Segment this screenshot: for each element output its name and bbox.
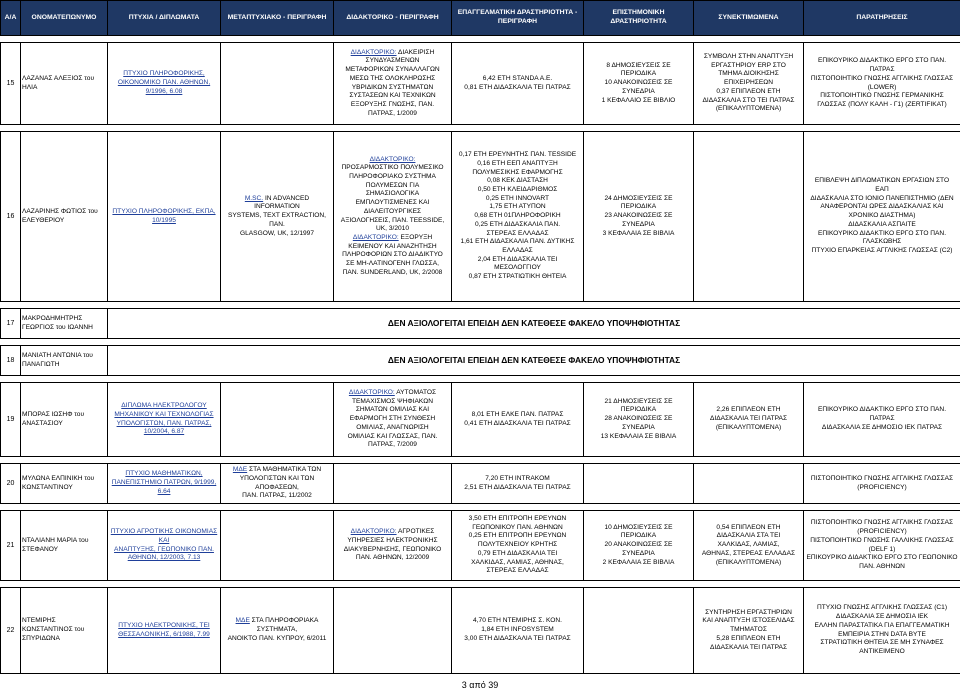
table-row bbox=[1, 309, 960, 339]
keyword-label: M.SC. bbox=[244, 194, 264, 202]
remarks-line: ΕΠΙΚΟΥΡΙΚΟ ΔΙΔΑΚΤΙΚΟ ΕΡΓΟ ΣΤΟ ΠΑΝ. ΠΑΤΡΑΣ bbox=[817, 406, 947, 423]
assessed-line: ΤΜΗΜΑΤΟΣ bbox=[730, 626, 767, 634]
cell-remarks bbox=[804, 132, 960, 302]
header-cell: ΕΠΙΣΤΗΜΟΝΙΚΗ ΔΡΑΣΤΗΡΙΟΤΗΤΑ bbox=[584, 1, 694, 36]
page-number: 3 από 39 bbox=[461, 680, 499, 690]
cell-phd bbox=[334, 464, 452, 504]
cell-remarks bbox=[804, 588, 960, 674]
assessed-line: ΣΥΜΒΟΛΗ ΣΤΗΝ ΑΝΑΠΤΥΞΗ bbox=[703, 53, 794, 61]
cell-scientific bbox=[584, 43, 694, 125]
remarks-line: ΕΠΙΚΟΥΡΙΚΟ ΔΙΔΑΚΤΙΚΟ ΕΡΓΟ ΣΤΟ ΠΑΝ. bbox=[817, 229, 947, 237]
remarks-line: (LOWER) bbox=[867, 83, 897, 91]
assessed-line: (ΕΠΙΚΑΛΥΠΤΟΜΕΝΑ) bbox=[715, 558, 782, 566]
cell-professional bbox=[452, 588, 584, 674]
cell-name: ΜΠΟΡΑΣ ΙΩΣΗΦ του ΑΝΑΣΤΑΣΙΟΥ bbox=[21, 383, 108, 457]
phd-line: ΔΙΑΛΕΙΤΟΥΡΓΙΚΕΣ bbox=[363, 207, 422, 215]
phd-line: ΣΥΣΤΑΣΕΩΝ ΚΑΙ ΤΕΧΝΙΚΩΝ bbox=[349, 92, 436, 100]
remarks-line: (PROFICIENCY) bbox=[857, 528, 907, 536]
scientific-line: 1 ΚΕΦΑΛΑΙΟ ΣΕ ΒΙΒΛΙΟ bbox=[601, 96, 676, 104]
cell-phd bbox=[334, 588, 452, 674]
phd-line: ΔΙΔΑΚΤΟΡΙΚΟ: ΑΓΡΟΤΙΚΕΣ bbox=[350, 528, 435, 536]
phd-line: ΟΜΙΛΙΑΣ ΚΑΙ ΓΛΩΣΣΑΣ, ΠΑΝ. bbox=[347, 432, 438, 440]
remarks-line: ΕΑΠ bbox=[875, 186, 889, 194]
cell-name: ΜΥΛΩΝΑ ΕΛΠΙΝΙΚΗ του ΚΩΝΣΤΑΝΤΙΝΟΥ bbox=[21, 464, 108, 504]
phd-line: ΠΑΤΡΑΣ, 7/2009 bbox=[368, 441, 417, 449]
professional-line: 0,41 ΕΤΗ ΔΙΔΑΣΚΑΛΙΑ ΤΕΙ ΠΑΤΡΑΣ bbox=[464, 419, 571, 427]
cell-number: 19 bbox=[1, 383, 21, 457]
phd-line: ΔΙΔΑΚΤΟΡΙΚΟ: ΑΥΤΟΜΑΤΟΣ bbox=[348, 389, 437, 397]
professional-line: 0,25 ΕΤΗ INNOVART bbox=[485, 194, 550, 202]
masters-line: ΜΔΕ ΣΤΑ ΜΑΘΗΜΑΤΙΚΑ ΤΩΝ bbox=[232, 466, 322, 474]
phd-line: UK, 3/2010 bbox=[376, 225, 409, 233]
assessed-line: ΔΙΔΑΣΚΑΛΙΑ ΣΤΟ ΤΕΙ ΠΑΤΡΑΣ bbox=[702, 96, 795, 104]
degrees-line: ΠΤΥΧΙΟ ΗΛΕΚΤΡΟΝΙΚΗΣ, ΤΕΙ bbox=[118, 621, 210, 629]
phd-line: ΤΕΜΑΧΙΣΜΟΣ ΨΗΦΙΑΚΩΝ bbox=[351, 397, 433, 405]
keyword-label: ΔΙΔΑΚΤΟΡΙΚΟ: bbox=[350, 48, 397, 56]
degrees-line: 10/1995 bbox=[152, 216, 176, 224]
cell-professional bbox=[452, 43, 584, 125]
scientific-line: 23 ΑΝΑΚΟΙΝΩΣΕΙΣ ΣΕ bbox=[604, 212, 673, 220]
phd-line: ΔΙΔΑΚΤΟΡΙΚΟ: ΔΙΑΚΕΙΡΙΣΗ bbox=[350, 48, 435, 56]
remarks-line: ΠΤΥΧΙΟ ΓΝΩΣΗΣ ΑΓΓΛΙΚΗΣ ΓΛΩΣΣΑΣ (C1) bbox=[816, 604, 948, 612]
header-cell: ΜΕΤΑΠΤΥΧΙΑΚΟ - ΠΕΡΙΓΡΑΦΗ bbox=[221, 1, 334, 36]
phd-line: ΟΜΙΛΙΑΣ, ΑΝΑΓΝΩΡΙΣΗ bbox=[356, 423, 429, 431]
cell-remarks bbox=[804, 511, 960, 581]
remarks-line: ΑΝΑΦΕΡΟΝΤΑΙ ΩΡΕΣ ΔΙΔΑΣΚΑΛΙΑΣ ΚΑΙ bbox=[820, 203, 944, 211]
remarks-line: ΠΙΣΤΟΠΟΙΗΤΙΚΟ ΓΝΩΣΗΣ ΑΓΓΛΙΚΗΣ ΓΛΩΣΣΑΣ bbox=[810, 519, 954, 527]
degrees-line: 10/2004, 6.87 bbox=[143, 428, 185, 436]
masters-line: ΠΑΝ. ΠΑΤΡΑΣ, 11/2002 bbox=[242, 492, 312, 500]
professional-line: ΠΟΛΥΜΕΣΙΚΗΣ ΕΦΑΡΜΟΓΗΣ bbox=[472, 168, 563, 176]
masters-line: GLASGOW, UK, 12/1997 bbox=[239, 229, 315, 237]
professional-line: ΣΤΕΡΕΑΣ ΕΛΛΑΔΑΣ bbox=[486, 229, 549, 237]
cell-name: ΛΑΖΑΝΑΣ ΑΛΕΞΙΟΣ του ΗΛΙΑ bbox=[21, 43, 108, 125]
cell-assessed bbox=[694, 132, 804, 302]
cell-phd bbox=[334, 132, 452, 302]
scientific-line: 21 ΔΗΜΟΣΙΕΥΣΕΙΣ ΣΕ bbox=[604, 397, 673, 405]
professional-line: 0,87 ΕΤΗ ΣΤΡΑΤΙΩΤΙΚΗ ΘΗΤΕΙΑ bbox=[468, 273, 567, 281]
scientific-line: 13 ΚΕΦΑΛΑΙΑ ΣΕ ΒΙΒΛΙΑ bbox=[600, 432, 677, 440]
scientific-line: 20 ΑΝΑΚΟΙΝΩΣΕΙΣ ΣΕ bbox=[604, 541, 673, 549]
table-row bbox=[1, 511, 960, 581]
professional-line: 1,84 ΕΤΗ INFOSYSTEM bbox=[481, 626, 554, 634]
cell-scientific bbox=[584, 464, 694, 504]
scientific-line: ΠΕΡΙΟΔΙΚΑ bbox=[620, 203, 657, 211]
cell-name: ΜΑΝΙΑΤΗ ΑΝΤΩΝΙΑ του ΠΑΝΑΓΙΩΤΗ bbox=[21, 346, 108, 376]
cell-masters bbox=[221, 588, 334, 674]
table-row bbox=[1, 346, 960, 376]
cell-phd bbox=[334, 383, 452, 457]
header-cell: ΕΠΑΓΓΕΛΜΑΤΙΚΗ ΔΡΑΣΤΗΡΙΟΤΗΤΑ - ΠΕΡΙΓΡΑΦΗ bbox=[452, 1, 584, 36]
remarks-line: ΕΜΠΕΙΡΙΑ ΣΤΗΝ DATA BYTE bbox=[838, 630, 926, 638]
cell-professional bbox=[452, 464, 584, 504]
degrees-line: 6.64 bbox=[157, 487, 171, 495]
degrees-line: ΔΙΠΛΩΜΑ ΗΛΕΚΤΡΟΛΟΓΟΥ bbox=[121, 402, 207, 410]
remarks-line: ΑΝΤΙΚΕΙΜΕΝΟ bbox=[859, 647, 905, 655]
phd-line: ΜΕΤΑΦΟΡΙΚΩΝ ΣΥΝΑΛΛΑΓΩΝ bbox=[345, 66, 440, 74]
cell-degrees bbox=[108, 383, 221, 457]
cell-scientific bbox=[584, 383, 694, 457]
professional-line: 6,42 ΕΤΗ STANDA A.E. bbox=[482, 74, 553, 82]
row-spacer bbox=[1, 302, 960, 309]
remarks-line: ΧΡΟΝΙΚΟ ΔΙΑΣΤΗΜΑ) bbox=[848, 212, 916, 220]
keyword-label: ΔΙΔΑΚΤΟΡΙΚΟ: bbox=[352, 233, 399, 241]
cell-degrees bbox=[108, 43, 221, 125]
cell-masters bbox=[221, 464, 334, 504]
professional-line: ΧΑΛΚΙΔΑΣ, ΛΑΜΙΑΣ, ΑΘΗΝΑΣ, bbox=[471, 558, 564, 566]
cell-scientific bbox=[584, 132, 694, 302]
remarks-line: ΕΠΙΚΟΥΡΙΚΟ ΔΙΔΑΚΤΙΚΟ ΕΡΓΟ ΣΤΟ ΓΕΩΠΟΝΙΚΟ bbox=[806, 554, 958, 562]
assessed-line: ΧΑΛΚΙΔΑΣ, ΛΑΜΙΑΣ, bbox=[717, 541, 780, 549]
assessed-line: 2,26 ΕΠΙΠΛΕΟΝ ΕΤΗ bbox=[716, 406, 781, 414]
header-cell: ΟΝΟΜΑΤΕΠΩΝΥΜΟ bbox=[21, 1, 108, 36]
cell-not-evaluated: ΔΕΝ ΑΞΙΟΛΟΓΕΙΤΑΙ ΕΠΕΙΔΗ ΔΕΝ ΚΑΤΕΘΕΣΕ ΦΑΚΕΛΟ ΥΠΟΨΗΦΙΟΤΗΤΑΣ bbox=[108, 309, 960, 339]
assessed-line: 5,28 ΕΠΙΠΛΕΟΝ ΕΤΗ bbox=[716, 634, 781, 642]
degrees-line: ΥΠΟΛΟΓΙΣΤΩΝ, ΠΑΝ. ΠΑΤΡΑΣ, bbox=[116, 419, 212, 427]
professional-line: 7,20 ΕΤΗ INTRAKOM bbox=[485, 474, 550, 482]
cell-number: 22 bbox=[1, 588, 21, 674]
phd-line: ΥΠΗΡΕΣΙΕΣ ΗΛΕΚΤΡΟΝΙΚΗΣ bbox=[347, 536, 438, 544]
phd-line: ΠΑΝ. ΑΘΗΝΩΝ, 12/2009 bbox=[355, 554, 430, 562]
assessed-line: ΔΙΔΑΣΚΑΛΙΑ ΤΕΙ ΠΑΤΡΑΣ bbox=[709, 415, 788, 423]
row-spacer bbox=[1, 504, 960, 511]
phd-line: ΔΙΔΑΚΤΟΡΙΚΟ: ΕΞΟΡΥΞΗ bbox=[352, 233, 433, 241]
professional-line: 0,68 ΕΤΗ 01ΠΛΗΡΟΦΟΡΙΚΗ bbox=[474, 212, 561, 220]
cell-assessed bbox=[694, 511, 804, 581]
keyword-label: ΔΙΔΑΚΤΟΡΙΚΟ: bbox=[348, 389, 395, 397]
cell-remarks bbox=[804, 383, 960, 457]
phd-line: ΕΞΟΡΥΞΗΣ ΓΝΩΣΗΣ, ΠΑΝ. bbox=[350, 100, 435, 108]
professional-line: 0,08 ΚΕΚ ΔΙΑΣΤΑΣΗ bbox=[487, 177, 548, 185]
remarks-line: ΕΠΙΚΟΥΡΙΚΟ ΔΙΔΑΚΤΙΚΟ ΕΡΓΟ ΣΤΟ ΠΑΝ. bbox=[817, 57, 947, 65]
row-spacer bbox=[1, 339, 960, 346]
remarks-line: ΓΛΑΣΚΩΒΗΣ bbox=[862, 238, 902, 246]
degrees-line: ΜΗΧΑΝΙΚΟΥ ΚΑΙ ΤΕΧΝΟΛΟΓΙΑΣ bbox=[114, 410, 214, 418]
professional-line: 4,70 ΕΤΗ ΝΤΕΜΙΡΗΣ Σ. ΚΟΝ. bbox=[473, 617, 562, 625]
remarks-line: ΠΑΤΡΑΣ bbox=[869, 66, 895, 74]
professional-line: 0,50 ΕΤΗ ΚΛΕΙΔΑΡΙΘΜΟΣ bbox=[477, 186, 558, 194]
degrees-line: ΠΑΝΕΠΙΣΤΗΜΙΟ ΠΑΤΡΩΝ, 9/1999, bbox=[111, 479, 217, 487]
cell-scientific bbox=[584, 511, 694, 581]
scientific-line: ΣΥΝΕΔΡΙΑ bbox=[622, 87, 655, 95]
row-spacer bbox=[1, 376, 960, 383]
degrees-line: ΟΙΚΟΝΟΜΙΚΟ ΠΑΝ. ΑΘΗΝΩΝ, bbox=[117, 79, 211, 87]
scientific-line: 8 ΔΗΜΟΣΙΕΥΣΕΙΣ ΣΕ bbox=[606, 61, 671, 69]
phd-line: ΑΞΙΟΛΟΓΗΣΕΙΣ, ΠΑΝ. TEESSIDE, bbox=[340, 216, 445, 224]
assessed-line: ΕΠΙΧΕΙΡΗΣΕΩΝ bbox=[724, 79, 773, 87]
masters-line: ΑΝΟΙΚΤΟ ΠΑΝ. ΚΥΠΡΟΥ, 6/2011 bbox=[227, 634, 327, 642]
assessed-line: ΕΡΓΑΣΤΗΡΙΟΥ ERP ΣΤΟ bbox=[711, 61, 786, 69]
cell-professional bbox=[452, 132, 584, 302]
cell-name: ΛΑΖΑΡΙΝΗΣ ΦΩΤΙΟΣ του ΕΛΕΥΘΕΡΙΟΥ bbox=[21, 132, 108, 302]
degrees-line: ΘΕΣΣΑΛΟΝΙΚΗΣ, 6/1988, 7.99 bbox=[118, 630, 210, 638]
cell-assessed bbox=[694, 383, 804, 457]
degrees-line: ΠΤΥΧΙΟ ΠΛΗΡΟΦΟΡΙΚΗΣ, bbox=[123, 70, 205, 78]
cell-masters bbox=[221, 132, 334, 302]
scientific-line: ΣΥΝΕΔΡΙΑ bbox=[622, 423, 655, 431]
remarks-line: ΠΙΣΤΟΠΟΙΗΤΙΚΟ ΓΝΩΣΗΣ ΓΑΛΛΙΚΗΣ ΓΛΩΣΣΑΣ bbox=[810, 536, 954, 544]
cell-degrees bbox=[108, 132, 221, 302]
assessed-line: 0,54 ΕΠΙΠΛΕΟΝ ΕΤΗ bbox=[716, 523, 781, 531]
cell-number: 15 bbox=[1, 43, 21, 125]
assessed-line: ΚΑΙ ΑΝΑΠΤΥΞΗ ΙΣΤΟΣΕΛΙΔΑΣ bbox=[702, 617, 795, 625]
phd-line: ΣΕ ΜΗ-ΛΑΤΙΝΟΓΕΝΗ ΓΛΩΣΣΑ, bbox=[346, 260, 439, 268]
professional-line: 2,04 ΕΤΗ ΔΙΔΑΣΚΑΛΙΑ ΤΕΙ bbox=[477, 255, 558, 263]
cell-masters bbox=[221, 383, 334, 457]
phd-line bbox=[335, 156, 450, 165]
scientific-line: ΣΥΝΕΔΡΙΑ bbox=[622, 549, 655, 557]
phd-line: ΠΑΤΡΑΣ, 1/2009 bbox=[368, 109, 417, 117]
masters-line: SYSTEMS, TEXT EXTRACTION, ΠΑΝ. bbox=[228, 212, 326, 228]
professional-line: 0,16 ΕΤΗ ΕΕΠ ΑΝΑΠΤΥΞΗ bbox=[477, 159, 558, 167]
cell-phd bbox=[334, 43, 452, 125]
professional-line: 2,51 ΕΤΗ ΔΙΔΑΣΚΑΛΙΑ ΤΕΙ ΠΑΤΡΑΣ bbox=[464, 483, 571, 491]
scientific-line: 3 ΚΕΦΑΛΑΙΑ ΣΕ ΒΙΒΛΙΑ bbox=[602, 229, 675, 237]
phd-line: ΕΜΠΛΟΥΤΙΣΜΕΝΕΣ ΚΑΙ bbox=[355, 199, 430, 207]
remarks-line: ΔΙΔΑΣΚΑΛΙΑ ΑΣΠΑΙΤΕ bbox=[848, 220, 916, 228]
remarks-line: ΔΙΔΑΣΚΑΛΙΑ ΣΕ ΔΗΜΟΣΙΑ ΙΕΚ bbox=[835, 613, 929, 621]
row-spacer bbox=[1, 581, 960, 588]
scientific-line: ΣΥΝΕΔΡΙΑ bbox=[622, 220, 655, 228]
cell-scientific bbox=[584, 588, 694, 674]
remarks-line: ΠΑΝ. ΑΘΗΝΩΝ bbox=[859, 562, 905, 570]
row-spacer bbox=[1, 457, 960, 464]
keyword-label: ΔΙΔΑΚΤΟΡΙΚΟ: bbox=[350, 528, 397, 536]
row-spacer bbox=[1, 125, 960, 132]
phd-line: ΠΛΗΡΟΦΟΡΙΩΝ ΣΤΟ ΔΙΑΔΙΚΤΥΟ bbox=[342, 251, 443, 259]
professional-line: ΕΛΛΑΔΑΣ bbox=[502, 246, 533, 254]
professional-line: ΓΕΩΠΟΝΙΚΟΥ ΠΑΝ. ΑΘΗΝΩΝ bbox=[472, 523, 563, 531]
cell-not-evaluated: ΔΕΝ ΑΞΙΟΛΟΓΕΙΤΑΙ ΕΠΕΙΔΗ ΔΕΝ ΚΑΤΕΘΕΣΕ ΦΑΚΕΛΟ ΥΠΟΨΗΦΙΟΤΗΤΑΣ bbox=[108, 346, 960, 376]
cell-masters bbox=[221, 511, 334, 581]
assessed-line: 0,37 ΕΠΙΠΛΕΟΝ ΕΤΗ bbox=[716, 87, 781, 95]
cell-name: ΝΤΑΛΙΑΝΗ ΜΑΡΙΑ του ΣΤΕΦΑΝΟΥ bbox=[21, 511, 108, 581]
degrees-line: ΑΘΗΝΩΝ, 12/2003, 7.13 bbox=[127, 554, 201, 562]
remarks-line: ΠΙΣΤΟΠΟΙΗΤΙΚΟ ΓΝΩΣΗΣ ΑΓΓΛΙΚΗΣ ΓΛΩΣΣΑΣ bbox=[810, 474, 954, 482]
remarks-line: (DELF 1) bbox=[868, 545, 896, 553]
cell-phd bbox=[334, 511, 452, 581]
table-row bbox=[1, 464, 960, 504]
scientific-line: ΠΕΡΙΟΔΙΚΑ bbox=[620, 406, 657, 414]
remarks-line: ΠΙΣΤΟΠΟΙΗΤΙΚΟ ΓΝΩΣΗΣ ΓΕΡΜΑΝΙΚΗΣ bbox=[820, 92, 944, 100]
assessed-line: ΣΥΝΤΗΡΗΣΗ ΕΡΓΑΣΤΗΡΙΩΝ bbox=[705, 608, 792, 616]
scientific-line: ΠΕΡΙΟΔΙΚΑ bbox=[620, 70, 657, 78]
keyword-label: ΜΔΕ bbox=[232, 466, 248, 474]
professional-line: 1,61 ΕΤΗ ΔΙΔΑΣΚΑΛΙΑ ΠΑΝ. ΔΥΤΙΚΗΣ bbox=[460, 238, 575, 246]
table-row bbox=[1, 43, 960, 125]
cell-number: 21 bbox=[1, 511, 21, 581]
keyword-label: ΜΔΕ bbox=[235, 617, 250, 625]
table-body bbox=[1, 36, 960, 674]
phd-line: ΠΟΛΥΜΕΣΩΝ ΓΙΑ bbox=[365, 181, 420, 189]
phd-line: ΜΕΣΩ ΤΗΣ ΟΛΟΚΛΗΡΩΣΗΣ bbox=[349, 74, 436, 82]
scientific-line: ΠΕΡΙΟΔΙΚΑ bbox=[620, 532, 657, 540]
phd-line: ΣΗΜΑΣΙΟΛΟΓΙΚΑ bbox=[365, 190, 420, 198]
assessed-line: (ΕΠΙΚΑΛΥΠΤΟΜΕΝΑ) bbox=[715, 105, 782, 113]
phd-line: ΚΕΙΜΕΝΟΥ ΚΑΙ ΑΝΑΖΗΤΗΣΗ bbox=[348, 242, 437, 250]
scientific-line: 10 ΔΗΜΟΣΙΕΥΣΕΙΣ ΣΕ bbox=[604, 523, 673, 531]
degrees-line: ΠΤΥΧΙΟ ΑΓΡΟΤΙΚΗΣ ΟΙΚΟΝΟΜΙΑΣ ΚΑΙ bbox=[110, 528, 218, 544]
assessed-line: (ΕΠΙΚΑΛΥΠΤΟΜΕΝΑ) bbox=[715, 423, 782, 431]
professional-line: ΣΤΕΡΕΑΣ ΕΛΛΑΔΑΣ bbox=[486, 567, 549, 575]
table-row bbox=[1, 132, 960, 302]
masters-line: ΜΔΕ ΣΤΑ ΠΛΗΡΟΦΟΡΙΑΚΑ ΣΥΣΤΗΜΑΤΑ, bbox=[235, 617, 319, 634]
professional-line: 8,01 ΕΤΗ ΕΛΚΕ ΠΑΝ. ΠΑΤΡΑΣ bbox=[471, 410, 564, 418]
professional-line: 0,81 ΕΤΗ ΔΙΔΑΣΚΑΛΙΑ ΤΕΙ ΠΑΤΡΑΣ bbox=[464, 83, 571, 91]
cell-assessed bbox=[694, 588, 804, 674]
scientific-line: 28 ΑΝΑΚΟΙΝΩΣΕΙΣ ΣΕ bbox=[604, 415, 673, 423]
cell-professional bbox=[452, 383, 584, 457]
phd-line: ΔΙΑΚΥΒΕΡΝΗΣΗΣ, ΓΕΩΠΟΝΙΚΟ bbox=[343, 545, 442, 553]
professional-line: ΠΟΛΥΤΕΧΝΕΙΟΥ ΚΡΗΤΗΣ bbox=[477, 541, 558, 549]
cell-assessed bbox=[694, 43, 804, 125]
table-row bbox=[1, 588, 960, 674]
professional-line: 3,50 ΕΤΗ ΕΠΙΤΡΟΠΗ ΕΡΕΥΝΩΝ bbox=[468, 515, 567, 523]
masters-line: M.SC. IN ADVANCED INFORMATION bbox=[244, 194, 310, 211]
assessed-line: ΤΜΗΜΑ ΔΙΟΙΚΗΣΗΣ bbox=[718, 70, 779, 78]
cell-number: 18 bbox=[1, 346, 21, 376]
professional-line: 0,25 ΕΤΗ ΕΠΙΤΡΟΠΗ ΕΡΕΥΝΩΝ bbox=[468, 532, 567, 540]
phd-line: ΠΑΝ. SUNDERLAND, UK, 2/2008 bbox=[342, 268, 443, 276]
header-cell: ΠΤΥΧΙΑ / ΔΙΠΛΩΜΑΤΑ bbox=[108, 1, 221, 36]
header-cell: ΔΙΔΑΚΤΟΡΙΚΟ - ΠΕΡΙΓΡΑΦΗ bbox=[334, 1, 452, 36]
cell-name: ΜΑΚΡΟΔΗΜΗΤΡΗΣ ΓΕΩΡΓΙΟΣ του ΙΩΑΝΝΗ bbox=[21, 309, 108, 339]
remarks-line: ΔΙΔΑΣΚΑΛΙΑ ΣΤΟ ΙΟΝΙΟ ΠΑΝΕΠΙΣΤΗΜΙΟ (ΔΕΝ bbox=[810, 194, 954, 202]
remarks-line: ΕΛΛΗΝ ΠΑΡΑΣΤΑΤΙΚΑ ΓΙΑ ΕΠΑΓΓΕΛΜΑΤΙΚΗ bbox=[814, 621, 950, 629]
degrees-line: 9/1996, 6.08 bbox=[145, 87, 183, 95]
professional-line: 1,75 ΕΤΗ ΑΤΥΠΟΝ bbox=[489, 203, 546, 211]
assessed-line: ΑΘΗΝΑΣ, ΣΤΕΡΕΑΣ ΕΛΛΑΔΑΣ bbox=[701, 549, 796, 557]
assessed-line: ΔΙΔΑΣΚΑΛΙΑ ΣΤΑ ΤΕΙ bbox=[716, 532, 781, 540]
cell-number: 17 bbox=[1, 309, 21, 339]
cell-remarks bbox=[804, 43, 960, 125]
assessed-line: ΔΙΔΑΣΚΑΛΙΑ ΤΕΙ ΠΑΤΡΑΣ bbox=[709, 643, 788, 651]
remarks-line: ΔΙΔΑΣΚΑΛΙΑ ΣΕ ΔΗΜΟΣΙΟ ΙΕΚ ΠΑΤΡΑΣ bbox=[821, 423, 943, 431]
remarks-line: ΠΤΥΧΙΟ ΕΠΑΡΚΕΙΑΣ ΑΓΓΛΙΚΗΣ ΓΛΩΣΣΑΣ (C2) bbox=[811, 246, 953, 254]
cell-degrees bbox=[108, 588, 221, 674]
phd-line: ΕΦΑΡΜΟΓΗ ΣΤΗ ΣΥΝΘΕΣΗ bbox=[349, 415, 436, 423]
degrees-line: ΑΝΑΠΤΥΞΗΣ, ΓΕΩΠΟΝΙΚΟ ΠΑΝ. bbox=[114, 545, 214, 553]
scientific-line: 2 ΚΕΦΑΛΑΙΑ ΣΕ ΒΙΒΛΙΑ bbox=[602, 558, 675, 566]
header-row bbox=[1, 1, 960, 36]
cell-degrees bbox=[108, 511, 221, 581]
cell-name: ΝΤΕΜΙΡΗΣ ΚΩΝΣΤΑΝΤΙΝΟΣ του ΣΠΥΡΙΔΩΝΑ bbox=[21, 588, 108, 674]
remarks-line: ΓΛΩΣΣΑΣ (ΠΟΛΥ ΚΑΛΗ - Γ1) (ZERTIFIKAT) bbox=[817, 100, 947, 108]
cell-professional bbox=[452, 511, 584, 581]
cell-number: 16 bbox=[1, 132, 21, 302]
cell-assessed bbox=[694, 464, 804, 504]
professional-line: 3,00 ΕΤΗ ΔΙΔΑΣΚΑΛΙΑ ΤΕΙ ΠΑΤΡΑΣ bbox=[464, 634, 571, 642]
header-cell: ΠΑΡΑΤΗΡΗΣΕΙΣ bbox=[804, 1, 960, 36]
scientific-line: 10 ΑΝΑΚΟΙΝΩΣΕΙΣ ΣΕ bbox=[604, 79, 673, 87]
cell-degrees bbox=[108, 464, 221, 504]
phd-line: ΣΥΝΔΥΑΣΜΕΝΩΝ bbox=[365, 57, 420, 65]
phd-line: ΥΒΡΙΔΙΚΩΝ ΣΥΣΤΗΜΑΤΩΝ bbox=[351, 83, 434, 91]
masters-line: ΥΠΟΛΟΓΙΣΤΩΝ ΚΑΙ ΤΩΝ ΑΠΟΦΑΣΕΩΝ, bbox=[239, 474, 315, 491]
cell-masters bbox=[221, 43, 334, 125]
remarks-line: ΠΙΣΤΟΠΟΙΗΤΙΚΟ ΓΝΩΣΗΣ ΑΓΓΛΙΚΗΣ ΓΛΩΣΣΑΣ bbox=[810, 74, 954, 82]
phd-line: ΠΡΟΣΑΡΜΟΣΤΙΚΟ ΠΟΛΥΜΕΣΙΚΟ bbox=[341, 164, 444, 172]
table-row bbox=[1, 383, 960, 457]
professional-line: 0,17 ΕΤΗ ΕΡΕΥΝΗΤΗΣ ΠΑΝ. TESSIDE bbox=[458, 151, 577, 159]
row-spacer bbox=[1, 36, 960, 43]
professional-line: 0,25 ΕΤΗ ΔΙΔΑΣΚΑΛΙΑ ΠΑΝ. bbox=[474, 220, 561, 228]
cell-number: 20 bbox=[1, 464, 21, 504]
cell-remarks bbox=[804, 464, 960, 504]
remarks-line: (PROFICIENCY) bbox=[857, 483, 907, 491]
professional-line: ΜΕΣΟΛΟΓΓΙΟΥ bbox=[494, 264, 541, 272]
scientific-line: 24 ΔΗΜΟΣΙΕΥΣΕΙΣ ΣΕ bbox=[604, 194, 673, 202]
header-cell: Α/Α bbox=[1, 1, 21, 36]
header-cell: ΣΥΝΕΚΤΙΜΩΜΕΝΑ bbox=[694, 1, 804, 36]
degrees-line: ΠΤΥΧΙΟ ΜΑΘΗΜΑΤΙΚΩΝ, bbox=[125, 470, 203, 478]
remarks-line: ΣΤΡΑΤΙΩΤΙΚΗ ΘΗΤΕΙΑ ΣΕ ΜΗ ΣΥΝΑΦΕΣ bbox=[820, 639, 944, 647]
keyword-label: ΔΙΔΑΚΤΟΡΙΚΟ: bbox=[369, 155, 416, 163]
professional-line: 0,79 ΕΤΗ ΔΙΔΑΣΚΑΛΙΑ ΤΕΙ bbox=[477, 549, 558, 557]
remarks-line: ΕΠΙΒΛΕΨΗ ΔΙΠΛΩΜΑΤΙΚΩΝ ΕΡΓΑΣΙΩΝ ΣΤΟ bbox=[814, 177, 950, 185]
degrees-line: ΠΤΥΧΙΟ ΠΛΗΡΟΦΟΡΙΚΗΣ, ΕΚΠΑ, bbox=[112, 207, 216, 215]
phd-line: ΠΛΗΡΟΦΟΡΙΑΚΟ ΣΥΣΤΗΜΑ bbox=[349, 172, 436, 180]
phd-line: ΣΗΜΑΤΩΝ ΟΜΙΛΙΑΣ ΚΑΙ bbox=[355, 406, 430, 414]
